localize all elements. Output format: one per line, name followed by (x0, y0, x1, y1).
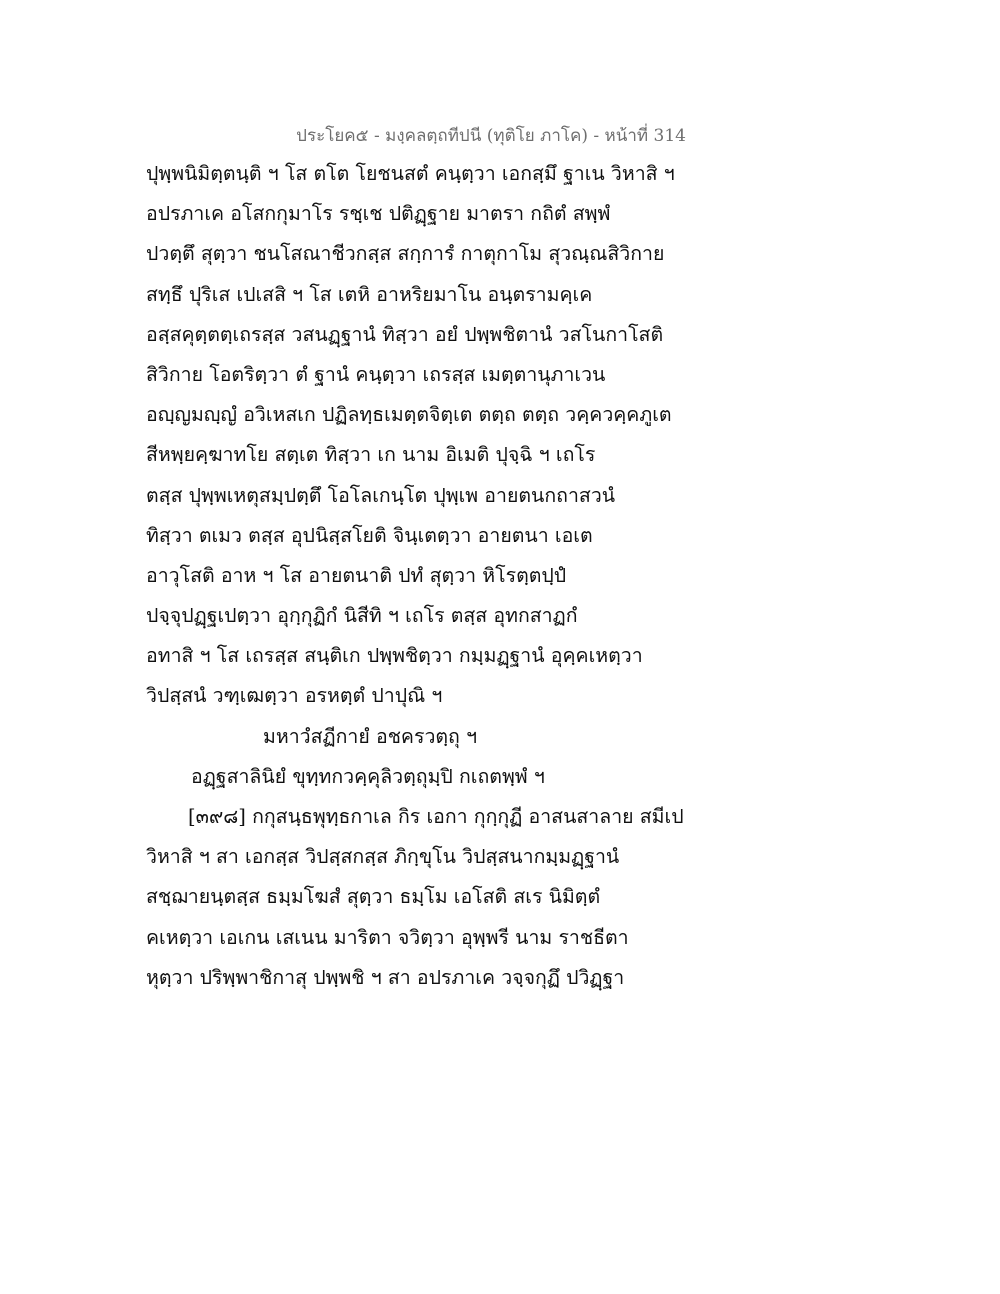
text-line: ปจฺจุปฏฺฐเปตฺวา อุกฺกุฏิกํ นิสีทิ ฯ เถโร ตสฺส อุทกสาฏกํ (146, 604, 578, 628)
text-line: อาวุโสติ อาห ฯ โส อายตนาติ ปทํ สุตฺวา หิโรตฺตปฺปํ (146, 563, 567, 587)
text-line: อปรภาเค อโสกกุมาโร รชฺเช ปติฏฺฐาย มาตรา กถิตํ สพฺพํ (146, 202, 611, 226)
paragraph-line: [๓๙๘] กกุสนฺธพุทฺธกาเล กิร เอกา กุกฺกุฏี อาสนสาลาย สมีเป (188, 805, 684, 828)
text-line: วิปสฺสนํ วฑฺเฒตฺวา อรหตฺตํ ปาปุณิ ฯ (146, 684, 443, 708)
text-line: สีหพฺยคฺฆาทโย สตฺเต ทิสฺวา เก นาม อิเมติ ปุจฺฉิ ฯ เถโร (146, 443, 596, 467)
text-line: ทิสฺวา ตเมว ตสฺส อุปนิสฺสโยติ จินฺเตตฺวา อายตนา เอเต (146, 523, 593, 547)
paragraph-line: หุตฺวา ปริพฺพาชิกาสุ ปพฺพชิ ฯ สา อปรภาเค วจฺจกุฏึ ปวิฏฺฐา (146, 965, 625, 989)
text-line: อญฺญมญฺญํ อวิเหสเก ปฏิลทฺธเมตฺตจิตฺเต ตตฺถ ตตฺถ วคฺควคฺคภูเต (146, 403, 672, 427)
text-line: สิวิกาย โอตริตฺวา ตํ ฐานํ คนฺตฺวา เถรสฺส เมตฺตานุภาเวน (146, 362, 606, 386)
text-line: อสฺสคุตฺตตฺเถรสฺส วสนฏฺฐานํ ทิสฺวา อยํ ปพฺพชิตานํ วสโนกาโสติ (146, 322, 664, 346)
text-line: ปุพฺพนิมิตฺตนฺติ ฯ โส ตโต โยชนสตํ คนฺตฺวา เอกสฺมึ ฐาเน วิหาสิ ฯ (146, 162, 675, 185)
text-line: ปวตฺตึ สุตฺวา ชนโสณาชีวกสฺส สกฺการํ กาตุกาโม สุวณฺณสิวิกาย (146, 242, 665, 266)
paragraph-line: สชฺฌายนฺตสฺส ธมฺมโฆสํ สุตฺวา ธมฺโม เอโสติ สเร นิมิตฺตํ (146, 885, 601, 909)
section-intro: อฏฺฐสาลินิยํ ขุทฺทกวคฺคุลิวตฺถุมฺปิ กเถตพฺพํ ฯ (191, 764, 545, 788)
text-line: อทาสิ ฯ โส เถรสฺส สนฺติเก ปพฺพชิตฺวา กมฺมฏฺฐานํ อุคฺคเหตฺวา (146, 644, 643, 668)
body-text (146, 154, 706, 998)
text-line: ตสฺส ปุพฺพเหตุสมฺปตฺตึ โอโลเกนฺโต ปุพฺเพ อายตนกถาสวนํ (146, 483, 616, 507)
text-line: สทฺธึ ปุริเส เปเสสิ ฯ โส เตหิ อาหริยมาโน อนฺตรามคฺเค (146, 282, 593, 306)
paragraph-line: วิหาสิ ฯ สา เอกสฺส วิปสฺสกสฺส ภิกฺขุโน วิปสฺสนากมฺมฏฺฐานํ (146, 845, 620, 869)
paragraph-line: คเหตฺวา เอเกน เสเนน มาริตา จวิตฺวา อุพฺพรี นาม ราชธีตา (146, 925, 629, 949)
section-title: มหาวํสฏีกายํ อชครวตฺถุ ฯ (263, 724, 478, 748)
page-header: ประโยค๕ - มงฺคลตฺถทีปนี (ทุติโย ภาโค) - หน้าที่ 314 (296, 126, 686, 146)
